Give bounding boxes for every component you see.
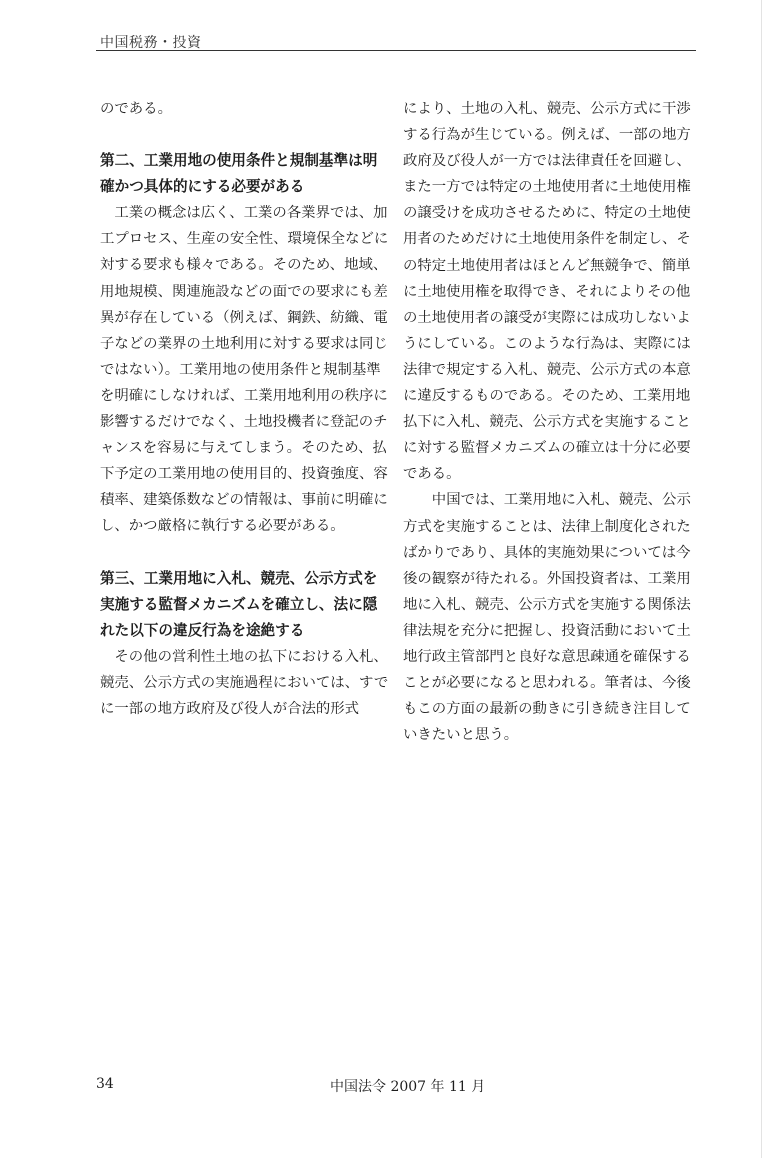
heading-line: れた以下の違反行為を途絶する xyxy=(100,621,305,639)
paragraph-continuation: のである。 xyxy=(100,101,172,117)
right-column xyxy=(403,96,699,748)
heading-line: 第三、工業用地に入札、競売、公示方式を xyxy=(100,569,378,587)
left-column xyxy=(100,96,392,722)
scan-edge xyxy=(761,0,762,1158)
heading-line: 確かつ具体的にする必要がある xyxy=(100,178,305,196)
running-header: 中国税務・投資 xyxy=(100,35,202,51)
page-number: 34 xyxy=(96,1076,114,1092)
heading-line: 第二、工業用地の使用条件と規制基準は明 xyxy=(100,152,378,170)
paragraph: により、土地の入札、競売、公示方式に干渉する行為が生じている。例えば、一部の地方政府及び役人が一方では法律責任を回避し、また一方では特定の土地使用者に土地使用権の譲受けを成功させるために、特定の土地使用者のためだけに土地使用条件を制定し、その特定土地使用者はほとんど無競争で、簡単に土地使用権を取得でき、それによりその他の土地使用者の譲受が実際には成功しないようにしている。このような行為は、実際には法律で規定する入札、競売、公示方式の本意に違反するものである。そのため、工業用地払下に入札、競売、公示方式を実施することに対する監督メカニズムの確立は十分に必要である。 xyxy=(403,101,691,483)
journal-footer: 中国法令 2007 年 11 月 xyxy=(330,1079,486,1095)
paragraph: 中国では、工業用地に入札、競売、公示方式を実施することは、法律上制度化されたばかりであり、具体的実施効果については今後の観察が待たれる。外国投資者は、工業用地に入札、競売、公示方式を実施する関係法律法規を充分に把握し、投資活動において土地行政主管部門と良好な意思疎通を確保することが必要になると思われる。筆者は、今後もこの方面の最新の動きに引き続き注目していきたいと思う。 xyxy=(403,492,691,744)
spacer xyxy=(100,540,392,566)
spacer xyxy=(100,122,392,148)
heading-line: 実施する監督メカニズムを確立し、法に隠 xyxy=(100,595,378,613)
paragraph: 工業の概念は広く、工業の各業界では、加工プロセス、生産の安全性、環境保全などに対する要求も様々である。そのため、地域、用地規模、関連施設などの面での要求にも差異が存在している（例えば、鋼鉄、紡織、電子などの業界の土地利用に対する要求は同じではない）。工業用地の使用条件と規制基準を明確にしなければ、工業用地利用の秩序に影響するだけでなく、土地投機者に登記のチャンスを容易に与えてしまう。そのため、払下予定の工業用地の使用目的、投資強度、容積率、建築係数などの情報は、事前に明確にし、かつ厳格に執行する必要がある。 xyxy=(100,205,389,535)
section-heading-3 xyxy=(100,566,392,644)
section-heading-2 xyxy=(100,148,392,200)
paragraph: その他の営利性土地の払下における入札、競売、公示方式の実施過程においては、すでに一部の地方政府及び役人が合法的形式 xyxy=(100,648,389,717)
header-rule xyxy=(96,50,696,51)
